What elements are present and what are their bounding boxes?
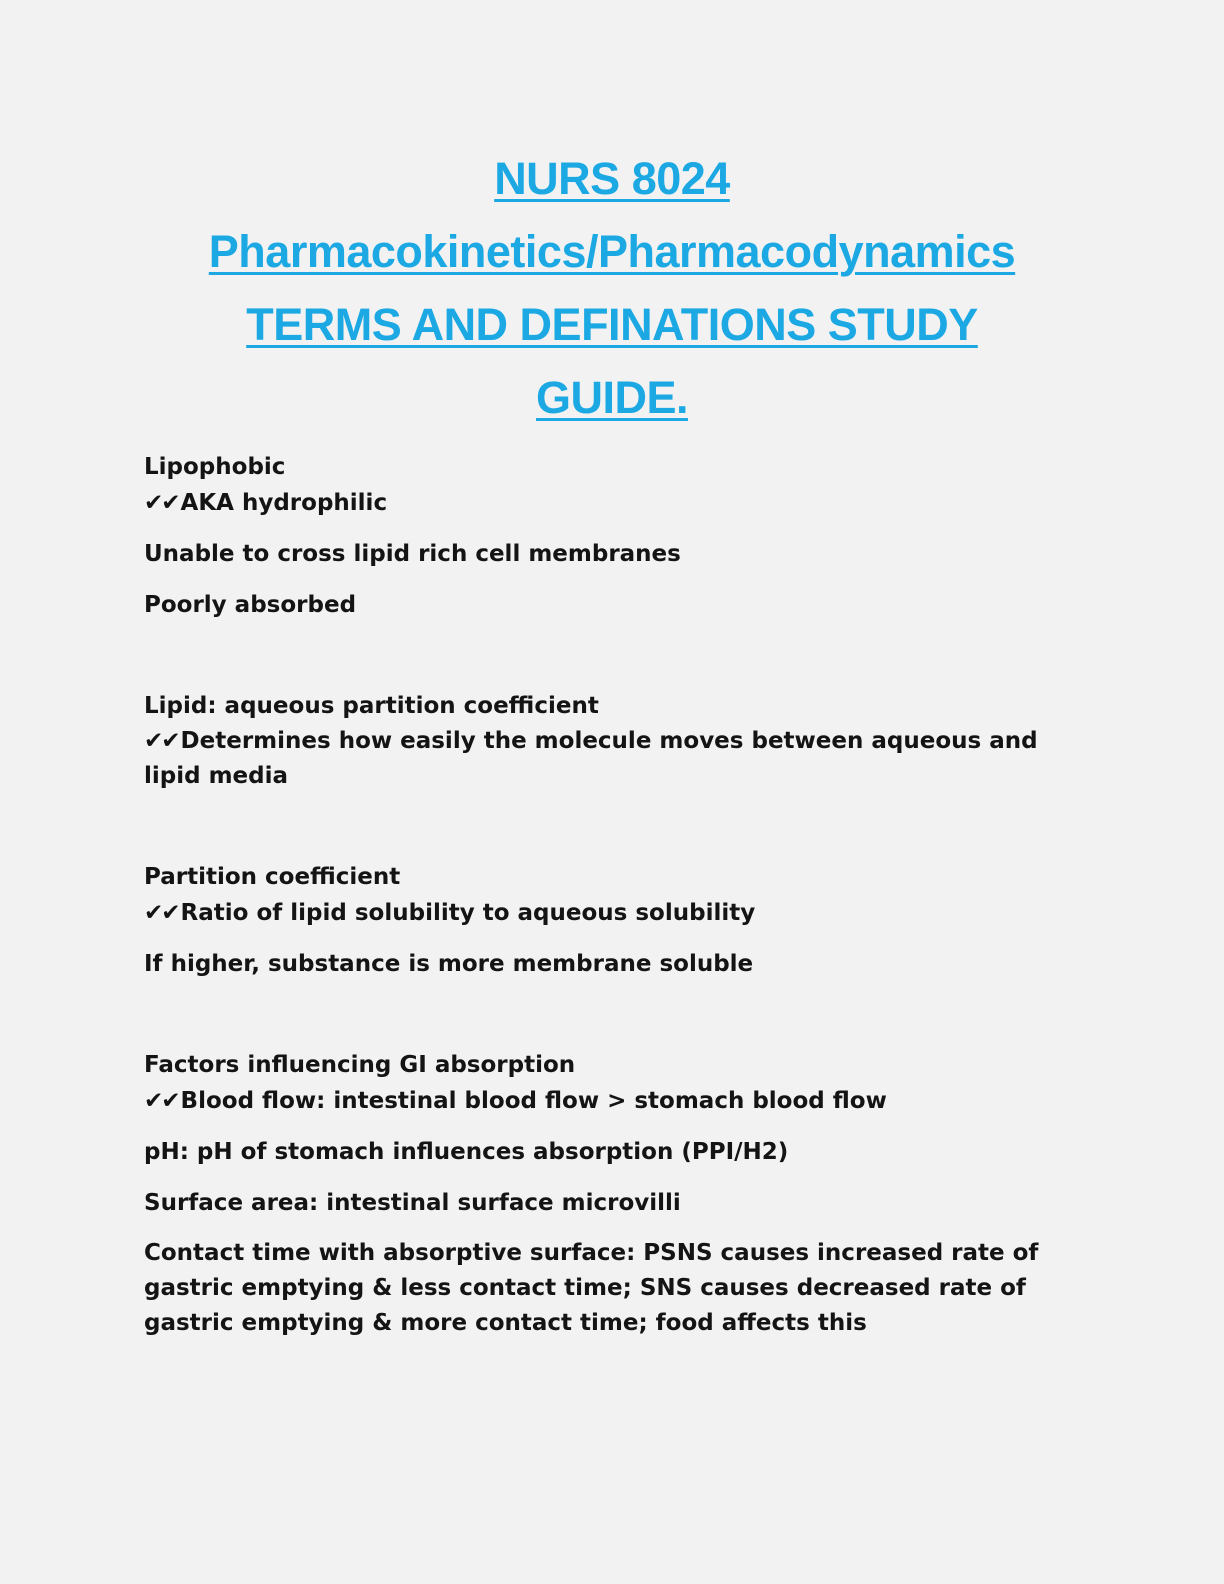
term-section — [144, 859, 1084, 982]
section-spacer — [144, 638, 1084, 688]
title-line-3: TERMS AND DEFINATIONS STUDY — [246, 299, 978, 350]
definition-first-line: ✔✔Blood flow: intestinal blood flow > stomach blood flow — [144, 1088, 887, 1114]
title-line-4: GUIDE. — [535, 372, 689, 423]
title-line-2: Pharmacokinetics/Pharmacodynamics — [208, 226, 1016, 277]
definition-line: If higher, substance is more membrane soluble — [144, 951, 754, 977]
definition-line: Surface area: intestinal surface microvilli — [144, 1190, 681, 1216]
term-section — [144, 688, 1084, 794]
definition-first-line: ✔✔AKA hydrophilic — [144, 490, 388, 516]
double-check-icon: ✔✔ — [144, 728, 179, 754]
term-heading: Partition coefficient — [144, 864, 401, 890]
definition-line: pH: pH of stomach influences absorption (PPI/H2) — [144, 1139, 789, 1165]
document-body — [144, 449, 1084, 1356]
definition-first-line: ✔✔Ratio of lipid solubility to aqueous solubility — [144, 900, 756, 926]
double-check-icon: ✔✔ — [144, 490, 179, 516]
term-heading: Lipophobic — [144, 454, 286, 480]
document-title — [0, 142, 1224, 434]
section-spacer — [144, 997, 1084, 1047]
double-check-icon: ✔✔ — [144, 900, 179, 926]
term-section — [144, 449, 1084, 623]
title-line-1: NURS 8024 — [494, 153, 730, 204]
double-check-icon: ✔✔ — [144, 1088, 179, 1114]
definition-line: Unable to cross lipid rich cell membranes — [144, 541, 681, 567]
definition-line: Contact time with absorptive surface: PSNS causes increased rate of gastric emptying & less contact time; SNS causes decreased rate of gastric emptying & more contact time; food affects this — [144, 1240, 1039, 1336]
definition-line: Poorly absorbed — [144, 592, 357, 618]
definition-first-line: ✔✔Determines how easily the molecule moves between aqueous and lipid media — [144, 728, 1038, 789]
term-section — [144, 1047, 1084, 1341]
section-spacer — [144, 809, 1084, 859]
term-heading: Factors influencing GI absorption — [144, 1052, 576, 1078]
term-heading: Lipid: aqueous partition coefficient — [144, 693, 599, 719]
